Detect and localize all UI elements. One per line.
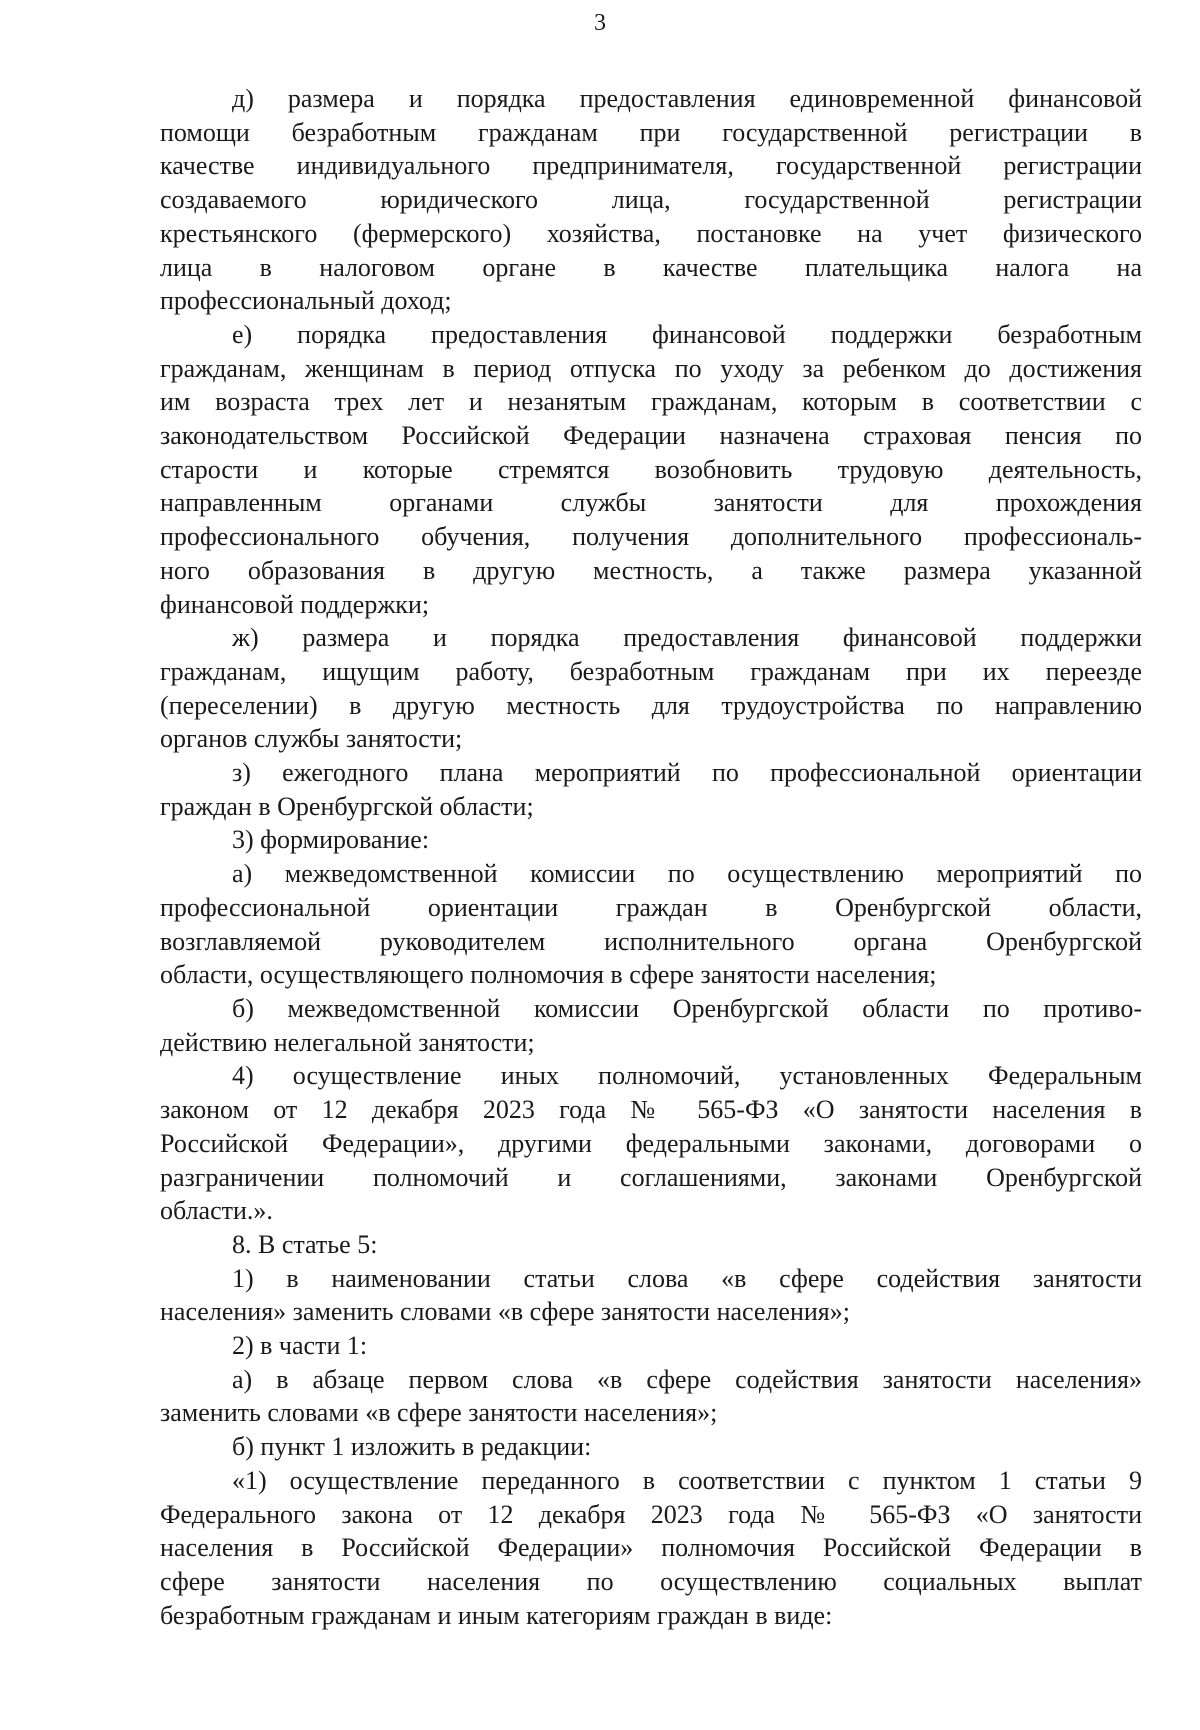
text-line: органов службы занятости; bbox=[160, 724, 463, 754]
text-line: сфере занятости населения по осуществлению социальных выплат bbox=[160, 1566, 1142, 1596]
text-line: гражданам, женщинам в период отпуска по уходу за ребенком до достижения bbox=[160, 353, 1142, 383]
text-line: ж) размера и порядка предоставления финансовой поддержки bbox=[232, 623, 1142, 653]
text-line: создаваемого юридического лица, государственной регистрации bbox=[160, 185, 1142, 215]
text-line: разграничении полномочий и соглашениями, законами Оренбургской bbox=[160, 1162, 1142, 1192]
text-line: профессионального обучения, получения дополнительного профессиональ- bbox=[160, 522, 1142, 552]
text-line: населения» заменить словами «в сфере занятости населения»; bbox=[160, 1297, 850, 1327]
text-line: действию нелегальной занятости; bbox=[160, 1027, 535, 1057]
text-line: населения в Российской Федерации» полномочия Российской Федерации в bbox=[160, 1533, 1142, 1563]
text-line: направленным органами службы занятости для прохождения bbox=[160, 488, 1142, 518]
paragraph-p8-1 bbox=[160, 1262, 1142, 1329]
text-line: 1) в наименовании статьи слова «в сфере содействия занятости bbox=[232, 1263, 1142, 1293]
text-line: б) пункт 1 изложить в редакции: bbox=[232, 1432, 592, 1462]
text-line: гражданам, ищущим работу, безработным гражданам при их переезде bbox=[160, 656, 1142, 686]
paragraph-z bbox=[160, 756, 1142, 823]
text-line: а) межведомственной комиссии по осуществлению мероприятий по bbox=[232, 859, 1142, 889]
text-line: е) порядка предоставления финансовой поддержки безработным bbox=[232, 319, 1142, 349]
text-line: (переселении) в другую местность для трудоустройства по направлению bbox=[160, 690, 1142, 720]
paragraph-p3a bbox=[160, 857, 1142, 992]
document-body bbox=[160, 82, 1142, 1632]
text-line: Российской Федерации», другими федеральными законами, договорами о bbox=[160, 1128, 1142, 1158]
text-line: Федерального закона от 12 декабря 2023 года № 565-ФЗ «О занятости bbox=[160, 1499, 1142, 1529]
paragraph-p3b bbox=[160, 992, 1142, 1059]
paragraph-d bbox=[160, 82, 1142, 318]
text-line: 3) формирование: bbox=[232, 825, 430, 855]
text-line: д) размера и порядка предоставления единовременной финансовой bbox=[232, 84, 1142, 113]
text-line: законом от 12 декабря 2023 года № 565-ФЗ «О занятости населения в bbox=[160, 1095, 1142, 1125]
text-line: крестьянского (фермерского) хозяйства, постановке на учет физического bbox=[160, 218, 1142, 248]
text-line: ного образования в другую местность, а также размера указанной bbox=[160, 555, 1142, 585]
text-line: з) ежегодного плана мероприятий по профессиональной ориентации bbox=[232, 758, 1142, 788]
text-line: профессиональный доход; bbox=[160, 286, 452, 316]
text-line: области, осуществляющего полномочия в сфере занятости населения; bbox=[160, 960, 937, 990]
text-line: 2) в части 1: bbox=[232, 1331, 368, 1361]
text-line: профессиональной ориентации граждан в Оренбургской области, bbox=[160, 892, 1142, 922]
paragraph-p8-2b bbox=[160, 1430, 1142, 1464]
text-line: области.». bbox=[160, 1196, 273, 1226]
text-line: возглавляемой руководителем исполнительного органа Оренбургской bbox=[160, 926, 1142, 956]
paragraph-zh bbox=[160, 621, 1142, 756]
text-line: «1) осуществление переданного в соответствии с пунктом 1 статьи 9 bbox=[232, 1465, 1142, 1495]
paragraph-p8-2 bbox=[160, 1329, 1142, 1363]
text-line: старости и которые стремятся возобновить трудовую деятельность, bbox=[160, 454, 1142, 484]
text-line: помощи безработным гражданам при государственной регистрации в bbox=[160, 117, 1142, 147]
paragraph-p8 bbox=[160, 1228, 1142, 1262]
paragraph-q1 bbox=[160, 1464, 1142, 1633]
text-line: заменить словами «в сфере занятости населения»; bbox=[160, 1398, 718, 1428]
text-line: законодательством Российской Федерации назначена страховая пенсия по bbox=[160, 421, 1142, 451]
paragraph-p8-2a bbox=[160, 1363, 1142, 1430]
page-number: 3 bbox=[594, 10, 606, 36]
paragraph-p4 bbox=[160, 1059, 1142, 1228]
text-line: финансовой поддержки; bbox=[160, 589, 430, 619]
text-line: качестве индивидуального предпринимателя, государственной регистрации bbox=[160, 151, 1142, 181]
text-line: им возраста трех лет и незанятым гражданам, которым в соответствии с bbox=[160, 387, 1142, 417]
paragraph-p3 bbox=[160, 823, 1142, 857]
text-line: лица в налоговом органе в качестве плательщика налога на bbox=[160, 252, 1142, 282]
text-line: 4) осуществление иных полномочий, установленных Федеральным bbox=[232, 1061, 1142, 1091]
text-line: безработным гражданам и иным категориям граждан в виде: bbox=[160, 1600, 833, 1630]
text-line: а) в абзаце первом слова «в сфере содействия занятости населения» bbox=[232, 1364, 1142, 1394]
text-line: граждан в Оренбургской области; bbox=[160, 791, 534, 821]
text-line: б) межведомственной комиссии Оренбургской области по противо- bbox=[232, 993, 1142, 1023]
paragraph-e bbox=[160, 318, 1142, 621]
text-line: 8. В статье 5: bbox=[232, 1229, 378, 1259]
